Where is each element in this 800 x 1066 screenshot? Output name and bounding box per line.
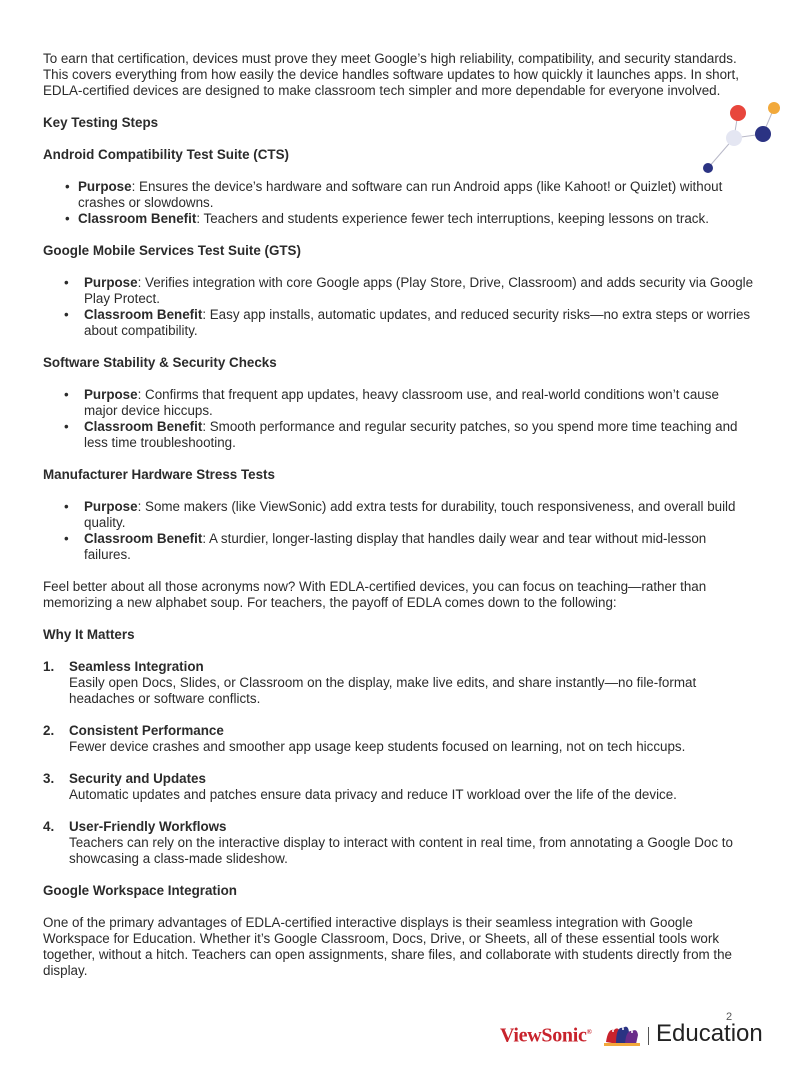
bullet-label: Purpose <box>78 179 132 194</box>
transition-paragraph: Feel better about all those acronyms now? With EDLA-certified devices, you can focus on teaching—rather than memorizing a new alphabet soup. For teachers, the payoff of EDLA comes down to the following: <box>43 579 707 610</box>
section-heading: Software Stability & Security Checks <box>43 355 277 370</box>
bullet-list <box>43 179 755 227</box>
item-number: 1. <box>43 659 55 674</box>
list-item <box>43 179 755 211</box>
document-body <box>43 51 755 979</box>
bullet-text: : Teachers and students experience fewer tech interruptions, keeping lessons on track. <box>196 211 709 226</box>
bullet-text: : Smooth performance and regular security patches, so you spend more time teaching and less time troubleshooting. <box>84 419 738 450</box>
bullet-text: : Ensures the device’s hardware and software can run Android apps (like Kahoot! or Quizlet) without crashes or slowdowns. <box>78 179 723 210</box>
bullet-label: Classroom Benefit <box>84 419 203 434</box>
workspace-paragraph: One of the primary advantages of EDLA-certified interactive displays is their seamless integration with Google Workspace for Education. Whether it’s Google Classroom, Docs, Drive, or Sheets, all of these essential tools work together, without a hitch. Teachers can open assignments, share files, and collaborate with students directly from the display. <box>43 915 733 978</box>
item-number: 2. <box>43 723 55 738</box>
bullet-list <box>43 275 755 339</box>
item-text: Automatic updates and patches ensure data privacy and reduce IT workload over the life of the device. <box>69 787 677 802</box>
list-item <box>43 499 755 531</box>
item-title: Security and Updates <box>69 771 206 786</box>
bullet-text: : Confirms that frequent app updates, heavy classroom use, and real-world conditions won’t cause major device hiccups. <box>84 387 719 418</box>
birds-icon <box>604 1022 640 1046</box>
footer-separator <box>648 1027 649 1045</box>
division-label: Education <box>656 1020 763 1047</box>
bullet-label: Classroom Benefit <box>84 531 203 546</box>
bullet-list <box>43 387 755 451</box>
section-heading: Google Mobile Services Test Suite (GTS) <box>43 243 301 258</box>
bullet-label: Purpose <box>84 499 138 514</box>
list-item <box>43 723 755 755</box>
brand-logo <box>500 1024 592 1047</box>
list-item <box>43 819 755 867</box>
item-text: Fewer device crashes and smoother app usage keep students focused on learning, not on tech hiccups. <box>69 739 686 754</box>
bullet-text: : A sturdier, longer-lasting display that handles daily wear and tear without mid-lesson failures. <box>84 531 707 562</box>
list-item <box>43 387 755 419</box>
bullet-label: Purpose <box>84 275 138 290</box>
list-item <box>43 659 755 707</box>
registered-mark: ® <box>586 1028 592 1036</box>
item-title: Consistent Performance <box>69 723 224 738</box>
workspace-heading: Google Workspace Integration <box>43 883 237 898</box>
list-item <box>43 419 755 451</box>
list-item <box>43 771 755 803</box>
numbered-list <box>43 659 755 867</box>
bullet-text: : Verifies integration with core Google apps (Play Store, Drive, Classroom) and adds security via Google Play Protect. <box>84 275 754 306</box>
list-item <box>43 275 755 307</box>
bullet-label: Classroom Benefit <box>78 211 197 226</box>
list-item <box>43 531 755 563</box>
item-number: 4. <box>43 819 55 834</box>
section-heading: Manufacturer Hardware Stress Tests <box>43 467 275 482</box>
bullet-label: Classroom Benefit <box>84 307 203 322</box>
bullet-list <box>43 499 755 563</box>
list-item <box>43 211 755 227</box>
item-title: User-Friendly Workflows <box>69 819 227 834</box>
item-text: Teachers can rely on the interactive display to interact with content in real time, from annotating a Google Doc to showcasing a class-made slideshow. <box>69 835 733 866</box>
item-text: Easily open Docs, Slides, or Classroom on the display, make live edits, and share instantly—no file-format headaches or software conflicts. <box>69 675 697 706</box>
brand-name: ViewSonic <box>500 1024 587 1047</box>
section-heading: Android Compatibility Test Suite (CTS) <box>43 147 289 162</box>
list-item <box>43 307 755 339</box>
item-number: 3. <box>43 771 55 786</box>
intro-paragraph: To earn that certification, devices must prove they meet Google’s high reliability, compatibility, and security standards. This covers everything from how easily the device handles software updates to how quickly it launches apps. In short, EDLA-certified devices are designed to make classroom tech simpler and more dependable for everyone involved. <box>43 51 739 98</box>
bullet-label: Purpose <box>84 387 138 402</box>
bullet-text: : Easy app installs, automatic updates, and reduced security risks—no extra steps or worries about compatibility. <box>84 307 751 338</box>
bullet-text: : Some makers (like ViewSonic) add extra tests for durability, touch responsiveness, and overall build quality. <box>84 499 736 530</box>
page-number: 2 <box>726 1011 733 1023</box>
key-testing-heading: Key Testing Steps <box>43 115 159 130</box>
item-title: Seamless Integration <box>69 659 204 674</box>
why-heading: Why It Matters <box>43 627 135 642</box>
footer-logo <box>500 1020 770 1050</box>
